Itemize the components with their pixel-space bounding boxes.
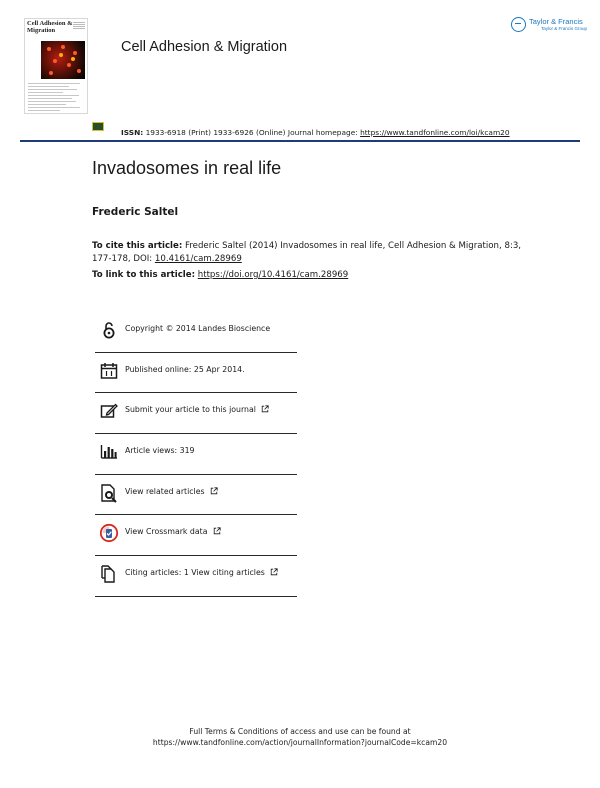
article-link-line — [92, 270, 348, 280]
article-views-text: Article views: 319 — [125, 446, 195, 456]
submit-article-label: Submit your article to this journal — [125, 405, 256, 415]
terms-notice: Full Terms & Conditions of access and use can be found at — [189, 727, 411, 736]
issn-text: 1933-6918 (Print) 1933-6926 (Online) Journal homepage: — [145, 128, 358, 137]
crossmark-label: View Crossmark data — [125, 527, 208, 537]
external-link-icon — [210, 487, 218, 495]
journal-cover-image — [24, 18, 88, 114]
article-info-list — [95, 312, 297, 597]
publisher-subtitle: Taylor & Francis Group — [541, 26, 588, 31]
citing-articles-row[interactable] — [95, 556, 297, 597]
related-articles-link[interactable] — [125, 487, 218, 496]
published-row — [95, 353, 297, 394]
edit-icon — [99, 401, 119, 421]
submit-article-row[interactable] — [95, 393, 297, 434]
external-link-icon — [213, 527, 221, 535]
article-views-row — [95, 434, 297, 475]
citation — [92, 240, 522, 265]
journal-homepage-link[interactable]: https://www.tandfonline.com/loi/kcam20 — [360, 128, 510, 137]
copyright-row — [95, 312, 297, 353]
citation-text: Frederic Saltel (2014) Invadosomes in real life, Cell Adhesion & Migration, 8:3, 177-178, DOI: — [92, 241, 522, 264]
article-link-label: To link to this article: — [92, 270, 196, 280]
cover-issue-info — [73, 22, 85, 30]
publisher-badge — [92, 122, 104, 131]
published-date-text: Published online: 25 Apr 2014. — [125, 364, 245, 374]
citing-articles-label: Citing articles: 1 View citing articles — [125, 568, 265, 578]
issn-line — [121, 128, 510, 137]
related-articles-row[interactable] — [95, 475, 297, 516]
related-articles-icon — [99, 483, 119, 503]
submit-article-link[interactable] — [125, 405, 269, 414]
taylor-francis-logo-icon — [511, 17, 526, 32]
publisher-name: Taylor & Francis — [529, 17, 583, 26]
article-link-url[interactable]: https://doi.org/10.4161/cam.28969 — [197, 270, 349, 280]
copyright-text: Copyright © 2014 Landes Bioscience — [125, 324, 271, 333]
header-divider — [20, 140, 580, 142]
doi-link[interactable]: 10.4161/cam.28969 — [154, 253, 242, 264]
taylor-francis-logo[interactable] — [511, 16, 588, 36]
external-link-icon — [270, 568, 278, 576]
citing-articles-link[interactable] — [125, 568, 278, 577]
crossmark-icon — [99, 523, 119, 543]
journal-name: Cell Adhesion & Migration — [121, 39, 288, 55]
crossmark-link[interactable] — [125, 527, 221, 536]
citation-label: To cite this article: — [92, 241, 183, 251]
article-title: Invadosomes in real life — [92, 158, 282, 178]
cover-contents-list — [28, 83, 86, 113]
external-link-icon — [261, 405, 269, 413]
issn-label: ISSN: — [121, 128, 144, 137]
calendar-icon — [99, 361, 119, 381]
open-access-lock-icon — [99, 320, 119, 340]
article-author: Frederic Saltel — [92, 206, 179, 218]
terms-url[interactable]: https://www.tandfonline.com/action/journalInformation?journalCode=kcam20 — [152, 738, 448, 747]
crossmark-row[interactable] — [95, 515, 297, 556]
cover-title: Cell Adhesion & Migration — [27, 20, 73, 34]
related-articles-label: View related articles — [125, 486, 205, 496]
citing-articles-icon — [99, 564, 119, 584]
bar-chart-icon — [99, 442, 119, 462]
cover-micrograph — [41, 41, 85, 79]
